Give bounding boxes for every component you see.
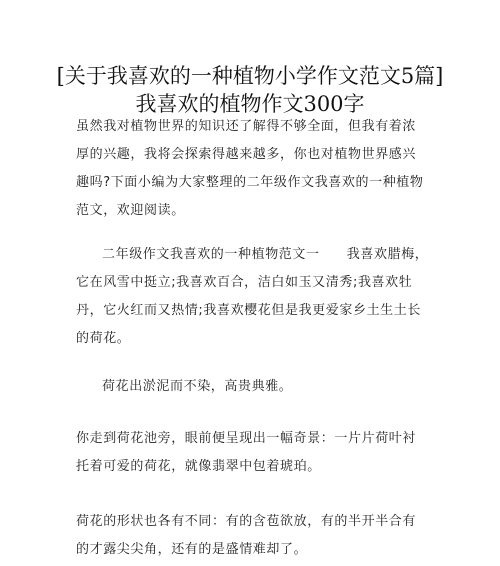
text-line: 虽然我对植物世界的知识还了解得不够全面，但我有着浓 <box>76 119 417 134</box>
paragraph-intro <box>76 113 426 225</box>
text-line: 荷花的形状也各有不同：有的含苞欲放，有的半开半合有 <box>76 514 417 529</box>
paragraph-essay-one <box>76 241 429 353</box>
text-line: 的才露尖尖角，还有的是盛情难却了。 <box>76 542 308 557</box>
paragraph-lotus-pond <box>76 425 426 481</box>
text-line: 的荷花。 <box>76 331 131 346</box>
text-line: 丹，它火红而又热情;我喜欢樱花但是我更爱家乡土生土长 <box>76 303 421 318</box>
text-line: 范文，欢迎阅读。 <box>76 203 185 218</box>
text-line: 你走到荷花池旁，眼前便呈现出一幅奇景：一片片荷叶衬 <box>76 431 417 446</box>
text-line: 趣吗?下面小编为大家整理的二年级作文我喜欢的一种植物 <box>76 175 424 190</box>
text-line: 荷花出淤泥而不染，高贵典雅。 <box>102 379 293 394</box>
document-title: [关于我喜欢的一种植物小学作文范文5篇] <box>56 64 444 88</box>
document-subtitle: 我喜欢的植物作文300字 <box>135 92 365 116</box>
paragraph-lotus-elegance <box>76 373 426 401</box>
text-line: 它在风雪中挺立;我喜欢百合，洁白如玉又清秀;我喜欢牡 <box>76 275 413 290</box>
text-line: 厚的兴趣，我将会探索得越来越多，你也对植物世界感兴 <box>76 147 417 162</box>
text-line: 二年级作文我喜欢的一种植物范文一 我喜欢腊梅， <box>102 247 429 262</box>
text-line: 托着可爱的荷花，就像翡翠中包着琥珀。 <box>76 459 321 474</box>
paragraph-lotus-shapes <box>76 508 426 564</box>
